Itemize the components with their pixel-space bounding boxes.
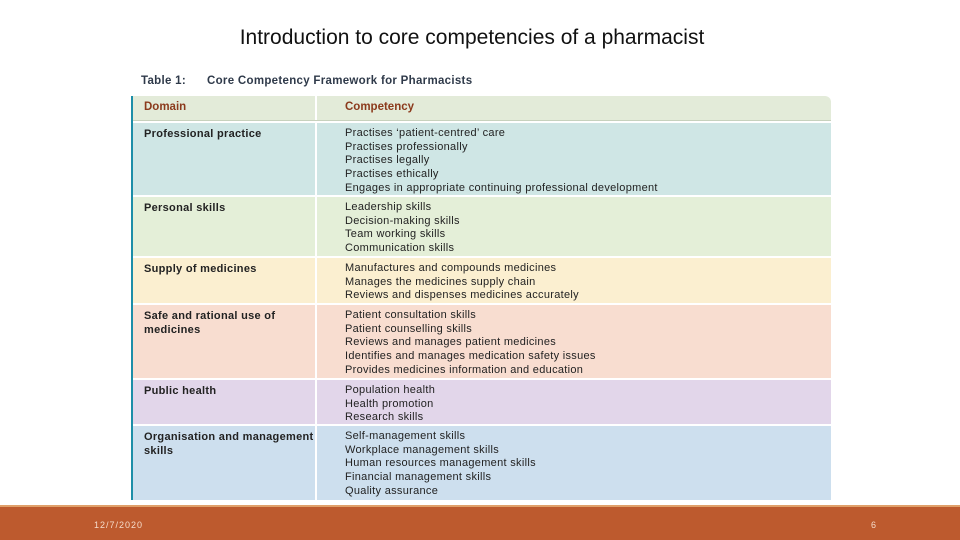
table-caption-title: Core Competency Framework for Pharmacists (207, 75, 473, 87)
competency-item: Human resources management skills (345, 457, 536, 470)
competency-cell (317, 258, 831, 303)
table-caption-number: Table 1: (141, 75, 187, 87)
header-competency: Competency (345, 101, 415, 113)
table-row-organisation-management (133, 424, 831, 500)
domain-cell: Personal skills (133, 197, 317, 256)
competency-item: Practises ethically (345, 168, 439, 181)
competency-item: Financial management skills (345, 471, 492, 484)
competency-item: Practises ‘patient-centred’ care (345, 127, 506, 139)
competency-cell (317, 305, 831, 378)
competency-item: Research skills (345, 411, 424, 424)
domain-cell: Public health (133, 380, 317, 424)
slide-title: Introduction to core competencies of a pharmacist (239, 26, 705, 49)
competency-table (131, 96, 831, 500)
domain-cell: Professional practice (133, 123, 317, 195)
competency-cell (317, 123, 831, 195)
table-header (133, 96, 831, 121)
competency-item: Manufactures and compounds medicines (345, 262, 557, 274)
competency-item: Reviews and manages patient medicines (345, 336, 557, 349)
domain-cell: Organisation and management skills (133, 426, 317, 500)
header-domain: Domain (133, 96, 317, 120)
competency-item: Workplace management skills (345, 443, 500, 456)
footer-date: 12/7/2020 (94, 520, 144, 530)
competency-item: Quality assurance (345, 484, 439, 497)
footer-bar (0, 505, 960, 540)
competency-cell (317, 426, 831, 500)
competency-item: Decision-making skills (345, 214, 460, 227)
competency-item: Practises legally (345, 154, 430, 167)
page-number: 6 (870, 520, 876, 530)
competency-item: Manages the medicines supply chain (345, 275, 536, 288)
competency-item: Population health (345, 384, 436, 396)
competency-item: Self-management skills (345, 430, 466, 442)
competency-item: Practises professionally (345, 140, 468, 153)
table-row-safe-rational-use (133, 303, 831, 378)
domain-cell: Safe and rational use of medicines (133, 305, 317, 378)
table-row-public-health (133, 378, 831, 424)
table-row-supply-of-medicines (133, 256, 831, 303)
competency-item: Communication skills (345, 242, 455, 255)
competency-item: Identifies and manages medication safety issues (345, 350, 596, 363)
competency-cell (317, 380, 831, 424)
competency-item: Engages in appropriate continuing professional development (345, 181, 658, 194)
competency-item: Reviews and dispenses medicines accurately (345, 289, 579, 302)
domain-cell: Supply of medicines (133, 258, 317, 303)
competency-item: Team working skills (345, 228, 446, 241)
table-caption (141, 75, 472, 87)
competency-item: Patient counselling skills (345, 322, 473, 335)
competency-cell (317, 197, 831, 256)
table-row-personal-skills (133, 195, 831, 256)
competency-item: Health promotion (345, 397, 434, 410)
competency-item: Patient consultation skills (345, 309, 476, 321)
table-row-professional-practice (133, 121, 831, 195)
competency-item: Provides medicines information and education (345, 363, 584, 376)
competency-item: Leadership skills (345, 201, 432, 213)
